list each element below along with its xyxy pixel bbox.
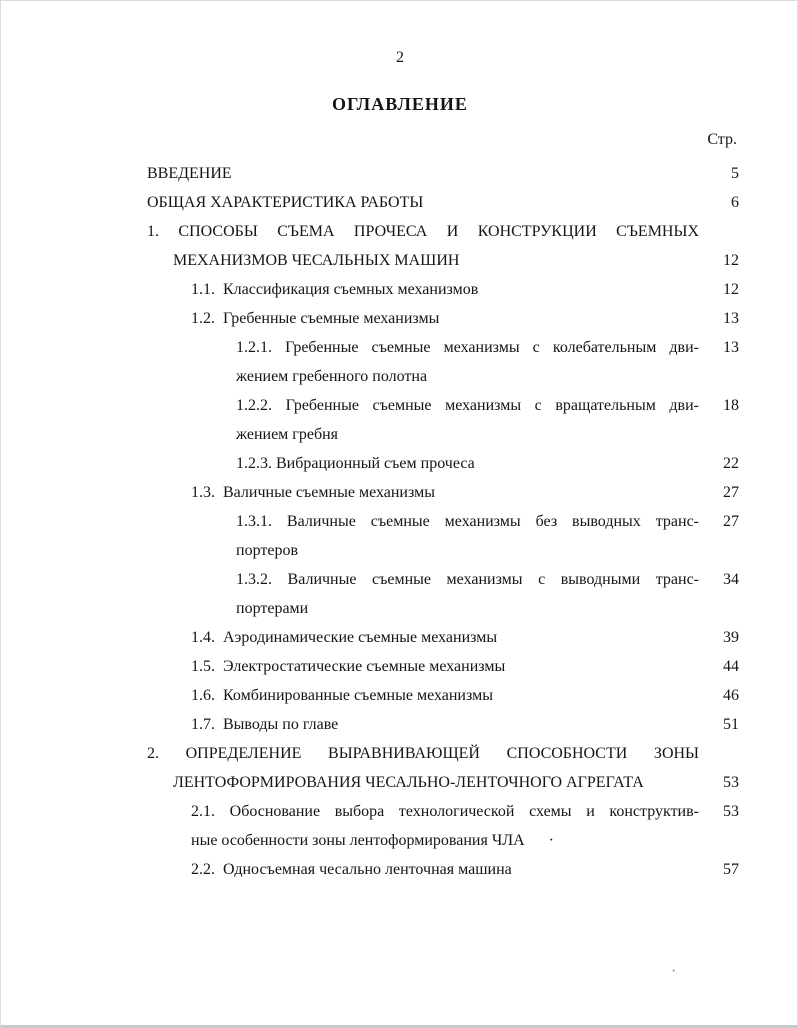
page-number: 2 (396, 49, 404, 66)
toc-entry-text: жением гребенного полотна (236, 368, 428, 385)
toc-row (147, 275, 739, 304)
page-column-header: Стр. (707, 131, 737, 148)
toc-entry-page: 34 (723, 571, 739, 588)
toc-entry-text: ВВЕДЕНИЕ (147, 165, 232, 182)
toc-row (147, 855, 739, 884)
toc-entry-page: 5 (731, 165, 739, 182)
toc-entry-page: 6 (731, 194, 739, 211)
toc-entry-text: жением гребня (236, 426, 339, 443)
toc-entry-text: МЕХАНИЗМОВ ЧЕСАЛЬНЫХ МАШИН (173, 252, 460, 269)
toc-entry-text: 1. СПОСОБЫ СЪЕМА ПРОЧЕСА И КОНСТРУКЦИИ СЪЕМНЫХ (147, 223, 699, 240)
toc-entry-page: 13 (723, 339, 739, 356)
toc-entry-page: 12 (723, 252, 739, 269)
toc-entry-text: 1.6. Комбинированные съемные механизмы (191, 687, 493, 704)
toc-row (147, 478, 739, 507)
toc-entry-page: 12 (723, 281, 739, 298)
toc-row (147, 681, 739, 710)
toc-entry-text: 1.3. Валичные съемные механизмы (191, 484, 435, 501)
toc-row (147, 826, 739, 855)
toc-entry-text: портерами (236, 600, 309, 617)
toc-row (147, 623, 739, 652)
toc-entry-page: 51 (723, 716, 739, 733)
toc-entry-page: 53 (723, 803, 739, 820)
toc-entry-page: 27 (723, 484, 739, 501)
toc-entry-text: 1.1. Классификация съемных механизмов (191, 281, 479, 298)
toc-entry-text: портеров (236, 542, 298, 559)
toc-entry-page: 44 (723, 658, 739, 675)
toc-entry-text: 1.4. Аэродинамические съемные механизмы (191, 629, 498, 646)
toc-entry-page: 57 (723, 861, 739, 878)
scan-artifact-dot: · (671, 963, 677, 980)
toc-row (147, 362, 739, 391)
toc-entry-text: 1.3.1. Валичные съемные механизмы без выводных транс- (236, 513, 699, 530)
toc-row (147, 420, 739, 449)
toc-entry-text: 2. ОПРЕДЕЛЕНИЕ ВЫРАВНИВАЮЩЕЙ СПОСОБНОСТИ ЗОНЫ (147, 745, 699, 762)
toc-row (147, 391, 739, 420)
toc-entry-page: 27 (723, 513, 739, 530)
toc-entry-page: 22 (723, 455, 739, 472)
toc-row (147, 797, 739, 826)
toc-row (147, 188, 739, 217)
toc-list (147, 159, 739, 884)
toc-row (147, 159, 739, 188)
toc-row (147, 333, 739, 362)
toc-entry-text: 1.2.1. Гребенные съемные механизмы с колебательным дви- (236, 339, 699, 356)
toc-row (147, 710, 739, 739)
toc-entry-text: 1.5. Электростатические съемные механизмы (191, 658, 506, 675)
toc-entry-text: 1.2. Гребенные съемные механизмы (191, 310, 440, 327)
toc-entry-page: 39 (723, 629, 739, 646)
toc-entry-text: 2.2. Односъемная чесально ленточная машина (191, 861, 512, 878)
toc-row (147, 507, 739, 536)
toc-row (147, 246, 739, 275)
toc-row (147, 449, 739, 478)
toc-row (147, 768, 739, 797)
toc-entry-page: 46 (723, 687, 739, 704)
toc-entry-text: ЛЕНТОФОРМИРОВАНИЯ ЧЕСАЛЬНО-ЛЕНТОЧНОГО АГРЕГАТА (173, 774, 644, 791)
toc-entry-page: 53 (723, 774, 739, 791)
toc-row (147, 652, 739, 681)
toc-title: ОГЛАВЛЕНИЕ (332, 94, 468, 114)
toc-row (147, 594, 739, 623)
toc-entry-page: 18 (723, 397, 739, 414)
toc-entry-text: ные особенности зоны лентоформирования ЧЛА · (191, 832, 554, 849)
toc-entry-page: 13 (723, 310, 739, 327)
toc-row (147, 565, 739, 594)
toc-row (147, 217, 739, 246)
toc-entry-text: 1.2.3. Вибрационный съем прочеса (236, 455, 475, 472)
toc-row (147, 739, 739, 768)
toc-entry-text: 1.7. Выводы по главе (191, 716, 339, 733)
toc-row (147, 304, 739, 333)
toc-row (147, 536, 739, 565)
toc-entry-text: 1.3.2. Валичные съемные механизмы с выводными транс- (236, 571, 699, 588)
toc-entry-text: 1.2.2. Гребенные съемные механизмы с вращательным дви- (236, 397, 699, 414)
toc-content (147, 129, 739, 884)
toc-entry-text: 2.1. Обоснование выбора технологической схемы и конструктив- (191, 803, 699, 820)
toc-entry-text: ОБЩАЯ ХАРАКТЕРИСТИКА РАБОТЫ (147, 194, 424, 211)
